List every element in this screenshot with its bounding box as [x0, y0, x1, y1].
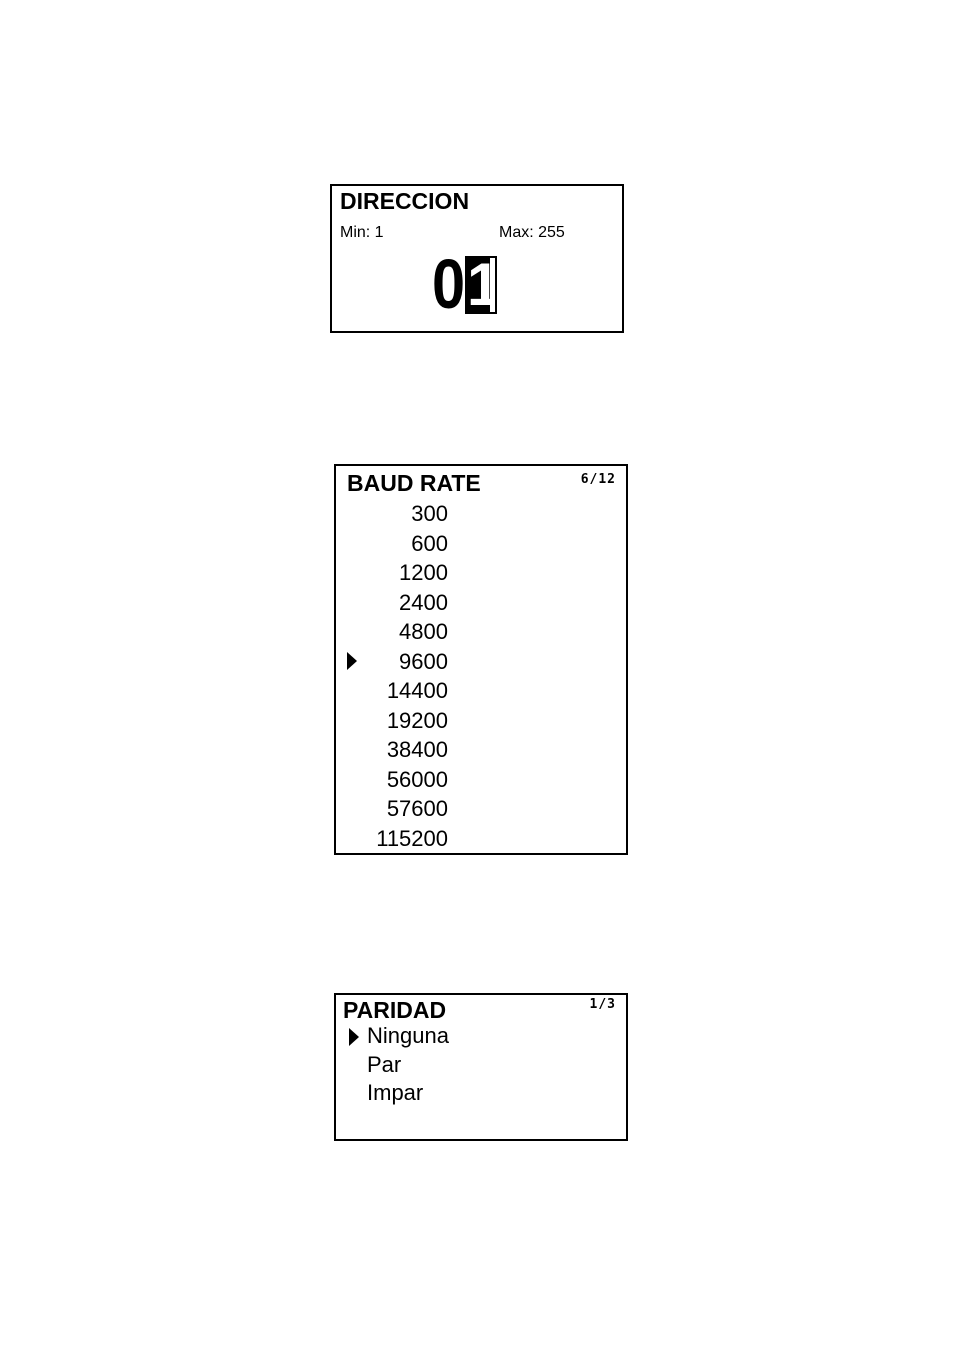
paridad-page-indicator: 1/3 — [589, 997, 616, 1012]
paridad-option-label: Ninguna — [367, 1023, 449, 1048]
baud-rate-value: 2400 — [399, 589, 448, 615]
paridad-option-label: Par — [367, 1051, 402, 1077]
baud-rate-list — [336, 499, 626, 853]
baud-rate-option[interactable] — [336, 529, 626, 559]
baud-rate-value: 600 — [411, 530, 448, 556]
baud-rate-value: 19200 — [386, 707, 448, 733]
baud-rate-option[interactable] — [336, 558, 626, 588]
baud-rate-option[interactable] — [336, 735, 626, 765]
baud-rate-value: 56000 — [386, 766, 448, 792]
baud-rate-option[interactable] — [336, 617, 626, 647]
baud-rate-value: 14400 — [386, 678, 448, 703]
baud-rate-option-selected[interactable] — [336, 647, 626, 677]
min-label: Min: 1 — [340, 224, 384, 241]
baud-rate-value: 4800 — [399, 619, 448, 644]
baud-rate-option[interactable] — [336, 676, 626, 706]
baud-rate-option[interactable] — [336, 794, 626, 824]
baud-rate-value: 1200 — [399, 560, 448, 585]
baud-rate-screen — [334, 464, 628, 855]
baud-rate-value: 300 — [411, 501, 448, 526]
baud-rate-option[interactable] — [336, 824, 626, 854]
paridad-option[interactable] — [336, 1079, 626, 1108]
address-digit-2-cursor[interactable]: 1 — [466, 251, 501, 318]
baud-rate-value: 9600 — [399, 648, 448, 674]
baud-rate-option[interactable] — [336, 499, 626, 529]
paridad-option[interactable] — [336, 1051, 626, 1080]
address-value-editor[interactable] — [432, 245, 501, 323]
paridad-title: PARIDAD — [343, 997, 447, 1023]
direccion-screen — [330, 184, 624, 333]
baud-rate-value: 115200 — [376, 825, 448, 851]
baud-rate-page-indicator: 6/12 — [580, 472, 616, 487]
paridad-option-selected[interactable] — [336, 1022, 626, 1051]
direccion-title: DIRECCION — [340, 188, 470, 214]
paridad-option-label: Impar — [367, 1080, 424, 1105]
address-digit-1[interactable]: 0 — [432, 245, 466, 323]
paridad-list — [336, 1022, 626, 1108]
triangle-right-icon — [347, 652, 357, 670]
triangle-right-icon — [349, 1028, 359, 1046]
baud-rate-option[interactable] — [336, 706, 626, 736]
max-label: Max: 255 — [499, 224, 565, 241]
baud-rate-title: BAUD RATE — [347, 470, 481, 496]
baud-rate-option[interactable] — [336, 588, 626, 618]
baud-rate-value: 38400 — [386, 737, 448, 762]
baud-rate-option[interactable] — [336, 765, 626, 795]
baud-rate-value: 57600 — [386, 796, 448, 821]
paridad-screen — [334, 993, 628, 1141]
